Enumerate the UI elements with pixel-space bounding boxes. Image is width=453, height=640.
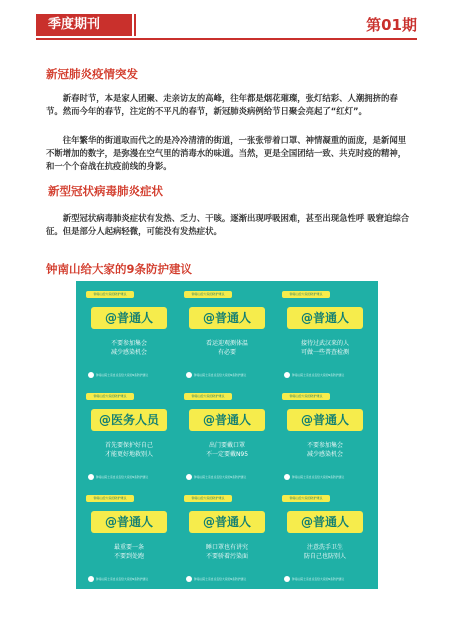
publisher-logo-icon: [284, 372, 290, 378]
tip-text: 不要参加集会 减少感染机会: [110, 340, 147, 356]
publisher-logo-icon: [284, 576, 290, 582]
tip-card-header: 钟南山给大家的防护建议: [86, 393, 134, 400]
tip-audience-badge: @普通人: [287, 409, 363, 431]
tip-footer-text: 钟南山院士亲自点名给大家的9条防护建议: [194, 577, 247, 581]
tip-card-footer: [88, 371, 172, 379]
tip-audience-badge: @普通人: [287, 307, 363, 329]
tip-card-footer: [186, 371, 270, 379]
tip-footer-text: 钟南山院士亲自点名给大家的9条防护建议: [194, 475, 247, 479]
tip-audience-badge: @普通人: [189, 307, 265, 329]
tip-text: 看运迎观测体温 有必要: [205, 340, 248, 356]
tip-card-footer: [186, 575, 270, 583]
tip-footer-text: 钟南山院士亲自点名给大家的9条防护建议: [96, 577, 149, 581]
tip-card-footer: [88, 575, 172, 583]
section-title-tips: 钟南山给大家的9条防护建议: [46, 262, 193, 276]
tip-footer-text: 钟南山院士亲自点名给大家的9条防护建议: [292, 475, 345, 479]
tip-card: [180, 491, 274, 587]
tip-card-header: 钟南山给大家的防护建议: [282, 495, 330, 502]
tip-text: 接待过武汉来的人 可做一些普查检测: [300, 340, 349, 356]
tip-card: [278, 287, 372, 383]
header-tag: 季度期刊: [36, 14, 132, 36]
tips-poster-grid: [76, 281, 378, 589]
tip-footer-text: 钟南山院士亲自点名给大家的9条防护建议: [96, 475, 149, 479]
tip-audience-badge: @医务人员: [91, 409, 167, 431]
tip-audience-badge: @普通人: [91, 511, 167, 533]
tip-card-footer: [284, 473, 368, 481]
tip-footer-text: 钟南山院士亲自点名给大家的9条防护建议: [194, 373, 247, 377]
publisher-logo-icon: [88, 372, 94, 378]
tip-card: [278, 389, 372, 485]
tip-audience-badge: @普通人: [189, 511, 265, 533]
tip-card: [180, 287, 274, 383]
issue-number: 第01期: [366, 16, 417, 34]
tip-card: [82, 491, 176, 587]
section-title-symptoms: 新型冠状病毒肺炎症状: [48, 184, 163, 198]
tip-text: 出门要戴口罩 不一定要戴N95: [205, 442, 249, 458]
tip-audience-badge: @普通人: [287, 511, 363, 533]
publisher-logo-icon: [284, 474, 290, 480]
header-rule: [36, 38, 417, 40]
tip-audience-badge: @普通人: [189, 409, 265, 431]
tip-card-header: 钟南山给大家的防护建议: [184, 495, 232, 502]
tip-card-header: 钟南山给大家的防护建议: [86, 495, 134, 502]
paragraph: 新型冠状病毒肺炎症状有发热、乏力、干咳。逐渐出现呼吸困难，甚至出现急性呼 吸窘迫综合征。但是部分人起病轻微，可能没有发热症状。: [46, 213, 410, 236]
tip-card-header: 钟南山给大家的防护建议: [282, 393, 330, 400]
tip-text: 注意洗手卫生 防自己也防别人: [303, 544, 346, 560]
tip-text: 睡口罩也有讲究 不要骄着污染面: [205, 544, 248, 560]
tip-card-header: 钟南山给大家的防护建议: [86, 291, 134, 298]
tip-card: [82, 287, 176, 383]
tip-card-footer: [284, 371, 368, 379]
tip-card-header: 钟南山给大家的防护建议: [282, 291, 330, 298]
tip-footer-text: 钟南山院士亲自点名给大家的9条防护建议: [292, 373, 345, 377]
tip-card-footer: [284, 575, 368, 583]
publisher-logo-icon: [186, 576, 192, 582]
tip-card-footer: [186, 473, 270, 481]
tip-card: [180, 389, 274, 485]
tip-footer-text: 钟南山院士亲自点名给大家的9条防护建议: [96, 373, 149, 377]
tip-card-header: 钟南山给大家的防护建议: [184, 393, 232, 400]
paragraph: 新春时节，本是家人团聚、走亲访友的高峰，往年都是烟花璀璨，张灯结彩、人潮拥挤的春节。然而今年的春节，注定的不平凡的春节，新冠肺炎病例给节日聚会亮起了“红灯”。: [46, 93, 398, 116]
publisher-logo-icon: [88, 474, 94, 480]
tip-audience-badge: @普通人: [91, 307, 167, 329]
paragraph: 往年繁华的街道取而代之的是冷冷清清的街道，一张张带着口罩、神情凝重的面庞，是新闻里不断增加的数字，是弥漫在空气里的消毒水的味道。当然，更是全国团结一致、共克时疫的精神，和一个个奋战在抗疫前线的身影。: [46, 135, 407, 171]
tip-card-header: 钟南山给大家的防护建议: [184, 291, 232, 298]
section-title-outbreak: 新冠肺炎疫情突发: [46, 67, 138, 81]
tip-card: [82, 389, 176, 485]
publisher-logo-icon: [186, 474, 192, 480]
tip-text: 最重要一条 不要到处跑: [113, 544, 144, 560]
publisher-logo-icon: [186, 372, 192, 378]
publisher-logo-icon: [88, 576, 94, 582]
tip-text: 不要参加集会 减少感染机会: [306, 442, 343, 458]
header-divider: [134, 14, 136, 36]
tip-card: [278, 491, 372, 587]
tip-footer-text: 钟南山院士亲自点名给大家的9条防护建议: [292, 577, 345, 581]
tip-text: 首先要保护好自己 才能更好地救别人: [104, 442, 153, 458]
tip-card-footer: [88, 473, 172, 481]
